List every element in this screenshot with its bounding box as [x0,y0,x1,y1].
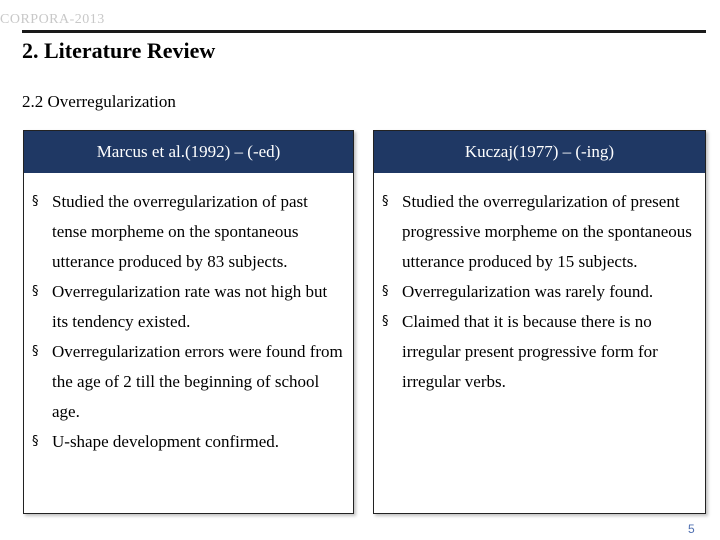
page-number: 5 [688,522,695,536]
list-item-text: Overregularization errors were found from the age of 2 till the beginning of school age. [52,342,343,421]
list-item-text: Studied the overregularization of present progressive morpheme on the spontaneous utterance produced by 15 subjects. [402,192,692,271]
bullet-icon: § [32,434,39,449]
list-item-text: Overregularization rate was not high but its tendency existed. [52,282,328,331]
right-bullet-list [374,173,705,397]
list-item [382,277,699,307]
right-panel [373,130,706,514]
left-bullet-list [24,173,353,457]
list-item [32,337,347,427]
watermark-text: CORPORA-2013 [0,12,105,27]
list-item [382,187,699,277]
left-panel [23,130,354,514]
left-panel-header: Marcus et al.(1992) – (-ed) [24,131,353,173]
bullet-icon: § [382,194,389,209]
right-panel-header: Kuczaj(1977) – (-ing) [374,131,705,173]
list-item-text: Claimed that it is because there is no irregular present progressive form for irregular verbs. [402,312,658,391]
list-item [32,427,347,457]
section-subtitle: 2.2 Overregularization [22,92,176,111]
bullet-icon: § [382,314,389,329]
list-item [382,307,699,397]
list-item-text: U-shape development confirmed. [52,432,280,451]
slide-title: 2. Literature Review [22,38,216,63]
bullet-icon: § [382,284,389,299]
list-item-text: Studied the overregularization of past tense morpheme on the spontaneous utterance produced by 83 subjects. [52,192,308,271]
bullet-icon: § [32,344,39,359]
bullet-icon: § [32,194,39,209]
title-rule [22,30,706,33]
list-item-text: Overregularization was rarely found. [402,282,654,301]
list-item [32,277,347,337]
bullet-icon: § [32,284,39,299]
list-item [32,187,347,277]
